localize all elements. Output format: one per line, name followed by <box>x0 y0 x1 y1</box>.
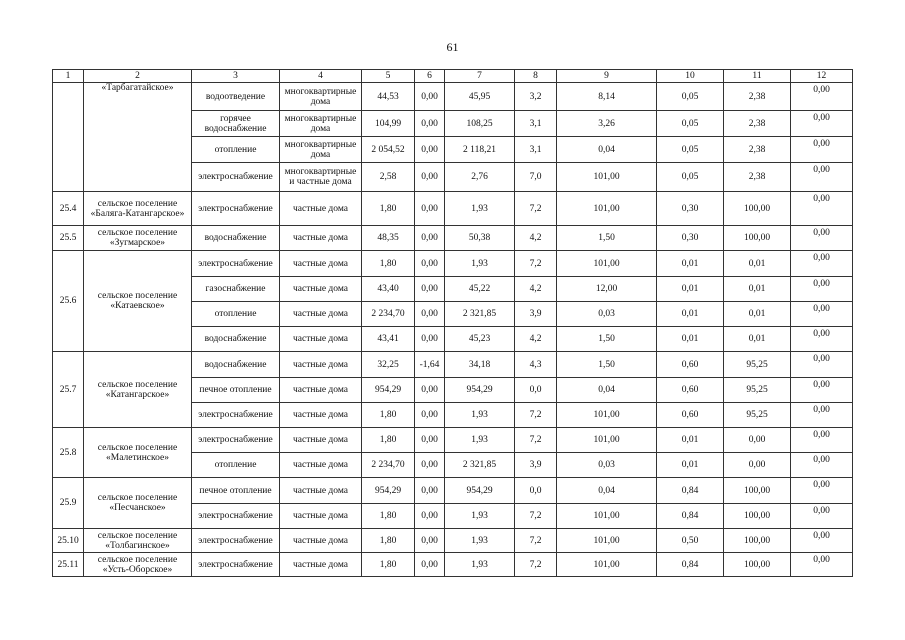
col9-cell: 0,04 <box>557 478 657 504</box>
housing-type: частные дома <box>280 504 362 529</box>
col10-cell: 0,60 <box>657 378 724 403</box>
col9-cell: 1,50 <box>557 352 657 378</box>
table-row <box>53 428 853 453</box>
col6-cell: 0,00 <box>415 302 445 327</box>
service-type: электроснабжение <box>192 553 280 577</box>
col12-cell: 0,00 <box>791 137 853 163</box>
col6-cell: 0,00 <box>415 137 445 163</box>
header-cell: 11 <box>724 70 791 83</box>
col10-cell: 0,01 <box>657 277 724 302</box>
col8-cell: 0,0 <box>515 378 557 403</box>
col6-cell: 0,00 <box>415 277 445 302</box>
col5-cell: 1,80 <box>362 553 415 577</box>
col8-cell: 4,2 <box>515 277 557 302</box>
col11-cell: 0,01 <box>724 302 791 327</box>
col11-cell: 100,00 <box>724 478 791 504</box>
col6-cell: -1,64 <box>415 352 445 378</box>
settlement-name: сельское поселение «Баляга-Катангарское» <box>84 192 192 226</box>
col7-cell: 108,25 <box>445 111 515 137</box>
col6-cell: 0,00 <box>415 83 445 111</box>
housing-type: частные дома <box>280 251 362 277</box>
col8-cell: 3,2 <box>515 83 557 111</box>
table-row <box>53 529 853 553</box>
col8-cell: 7,2 <box>515 251 557 277</box>
col10-cell: 0,60 <box>657 403 724 428</box>
header-cell: 8 <box>515 70 557 83</box>
table-row <box>53 83 853 111</box>
col12-cell: 0,00 <box>791 83 853 111</box>
settlement-name: сельское поселение «Песчанское» <box>84 478 192 529</box>
col11-cell: 95,25 <box>724 352 791 378</box>
col5-cell: 2 234,70 <box>362 302 415 327</box>
col10-cell: 0,84 <box>657 478 724 504</box>
col10-cell: 0,05 <box>657 137 724 163</box>
col5-cell: 1,80 <box>362 504 415 529</box>
col12-cell: 0,00 <box>791 192 853 226</box>
col12-cell: 0,00 <box>791 352 853 378</box>
service-type: водоснабжение <box>192 327 280 352</box>
col10-cell: 0,05 <box>657 111 724 137</box>
col6-cell: 0,00 <box>415 403 445 428</box>
col11-cell: 100,00 <box>724 504 791 529</box>
col5-cell: 1,80 <box>362 428 415 453</box>
col9-cell: 101,00 <box>557 403 657 428</box>
service-type: электроснабжение <box>192 192 280 226</box>
col8-cell: 4,2 <box>515 226 557 251</box>
col10-cell: 0,50 <box>657 529 724 553</box>
col5-cell: 43,41 <box>362 327 415 352</box>
col6-cell: 0,00 <box>415 453 445 478</box>
header-cell: 2 <box>84 70 192 83</box>
col11-cell: 2,38 <box>724 83 791 111</box>
col9-cell: 1,50 <box>557 226 657 251</box>
row-number: 25.9 <box>53 478 84 529</box>
header-cell: 3 <box>192 70 280 83</box>
housing-type: частные дома <box>280 553 362 577</box>
col12-cell: 0,00 <box>791 453 853 478</box>
housing-type: частные дома <box>280 428 362 453</box>
col10-cell: 0,01 <box>657 302 724 327</box>
col7-cell: 50,38 <box>445 226 515 251</box>
housing-type: многоквартирные дома <box>280 137 362 163</box>
settlement-name: сельское поселение «Толбагинское» <box>84 529 192 553</box>
table-row <box>53 478 853 504</box>
row-number: 25.7 <box>53 352 84 428</box>
header-row <box>53 70 853 83</box>
housing-type: частные дома <box>280 478 362 504</box>
col11-cell: 95,25 <box>724 378 791 403</box>
col12-cell: 0,00 <box>791 226 853 251</box>
col5-cell: 48,35 <box>362 226 415 251</box>
col7-cell: 45,22 <box>445 277 515 302</box>
housing-type: частные дома <box>280 192 362 226</box>
col5-cell: 2 054,52 <box>362 137 415 163</box>
table-row <box>53 192 853 226</box>
col12-cell: 0,00 <box>791 529 853 553</box>
row-number: 25.4 <box>53 192 84 226</box>
row-number <box>53 83 84 192</box>
col12-cell: 0,00 <box>791 553 853 577</box>
service-type: горячее водоснабжение <box>192 111 280 137</box>
col5-cell: 954,29 <box>362 478 415 504</box>
col12-cell: 0,00 <box>791 378 853 403</box>
col11-cell: 0,00 <box>724 428 791 453</box>
col6-cell: 0,00 <box>415 226 445 251</box>
service-type: электроснабжение <box>192 403 280 428</box>
col7-cell: 1,93 <box>445 529 515 553</box>
col8-cell: 3,1 <box>515 111 557 137</box>
service-type: электроснабжение <box>192 251 280 277</box>
col11-cell: 95,25 <box>724 403 791 428</box>
col6-cell: 0,00 <box>415 163 445 192</box>
col7-cell: 1,93 <box>445 504 515 529</box>
col6-cell: 0,00 <box>415 553 445 577</box>
col9-cell: 101,00 <box>557 163 657 192</box>
service-type: электроснабжение <box>192 428 280 453</box>
col12-cell: 0,00 <box>791 428 853 453</box>
col6-cell: 0,00 <box>415 378 445 403</box>
col12-cell: 0,00 <box>791 163 853 192</box>
table-row <box>53 226 853 251</box>
settlement-name: сельское поселение «Усть-Оборское» <box>84 553 192 577</box>
col7-cell: 1,93 <box>445 403 515 428</box>
settlement-name: сельское поселение «Катангарское» <box>84 352 192 428</box>
header-cell: 10 <box>657 70 724 83</box>
row-number: 25.8 <box>53 428 84 478</box>
housing-type: частные дома <box>280 302 362 327</box>
housing-type: частные дома <box>280 352 362 378</box>
col10-cell: 0,01 <box>657 251 724 277</box>
col11-cell: 0,01 <box>724 327 791 352</box>
col8-cell: 7,2 <box>515 504 557 529</box>
col12-cell: 0,00 <box>791 403 853 428</box>
col12-cell: 0,00 <box>791 504 853 529</box>
housing-type: многоквартирные дома <box>280 83 362 111</box>
col11-cell: 100,00 <box>724 226 791 251</box>
col11-cell: 2,38 <box>724 137 791 163</box>
header-cell: 5 <box>362 70 415 83</box>
col9-cell: 101,00 <box>557 504 657 529</box>
col8-cell: 4,2 <box>515 327 557 352</box>
col7-cell: 1,93 <box>445 428 515 453</box>
col8-cell: 7,2 <box>515 553 557 577</box>
row-number: 25.5 <box>53 226 84 251</box>
col5-cell: 32,25 <box>362 352 415 378</box>
service-type: электроснабжение <box>192 504 280 529</box>
service-type: отопление <box>192 302 280 327</box>
table-row <box>53 251 853 277</box>
col10-cell: 0,05 <box>657 163 724 192</box>
col12-cell: 0,00 <box>791 327 853 352</box>
col10-cell: 0,30 <box>657 226 724 251</box>
col5-cell: 954,29 <box>362 378 415 403</box>
row-number: 25.11 <box>53 553 84 577</box>
header-cell: 9 <box>557 70 657 83</box>
col9-cell: 8,14 <box>557 83 657 111</box>
col7-cell: 954,29 <box>445 378 515 403</box>
row-number: 25.10 <box>53 529 84 553</box>
col9-cell: 101,00 <box>557 553 657 577</box>
col7-cell: 2 118,21 <box>445 137 515 163</box>
service-type: печное отопление <box>192 478 280 504</box>
housing-type: частные дома <box>280 403 362 428</box>
col7-cell: 2 321,85 <box>445 453 515 478</box>
col10-cell: 0,84 <box>657 504 724 529</box>
col11-cell: 2,38 <box>724 111 791 137</box>
col10-cell: 0,60 <box>657 352 724 378</box>
housing-type: многоквартирные дома <box>280 111 362 137</box>
col12-cell: 0,00 <box>791 478 853 504</box>
service-type: отопление <box>192 137 280 163</box>
col7-cell: 34,18 <box>445 352 515 378</box>
settlement-name: сельское поселение «Малетинское» <box>84 428 192 478</box>
col10-cell: 0,84 <box>657 553 724 577</box>
header-cell: 4 <box>280 70 362 83</box>
service-type: печное отопление <box>192 378 280 403</box>
col9-cell: 0,03 <box>557 302 657 327</box>
col8-cell: 7,0 <box>515 163 557 192</box>
col10-cell: 0,30 <box>657 192 724 226</box>
col8-cell: 7,2 <box>515 403 557 428</box>
col7-cell: 954,29 <box>445 478 515 504</box>
col6-cell: 0,00 <box>415 327 445 352</box>
col6-cell: 0,00 <box>415 192 445 226</box>
col8-cell: 3,9 <box>515 453 557 478</box>
housing-type: частные дома <box>280 226 362 251</box>
col6-cell: 0,00 <box>415 251 445 277</box>
col5-cell: 2 234,70 <box>362 453 415 478</box>
col5-cell: 1,80 <box>362 192 415 226</box>
col5-cell: 104,99 <box>362 111 415 137</box>
col7-cell: 2,76 <box>445 163 515 192</box>
housing-type: частные дома <box>280 327 362 352</box>
service-type: водоотведение <box>192 83 280 111</box>
col9-cell: 101,00 <box>557 251 657 277</box>
service-type: электроснабжение <box>192 529 280 553</box>
col8-cell: 0,0 <box>515 478 557 504</box>
col7-cell: 1,93 <box>445 553 515 577</box>
col12-cell: 0,00 <box>791 277 853 302</box>
col9-cell: 0,04 <box>557 378 657 403</box>
col7-cell: 1,93 <box>445 251 515 277</box>
col11-cell: 0,00 <box>724 453 791 478</box>
col6-cell: 0,00 <box>415 111 445 137</box>
header-cell: 12 <box>791 70 853 83</box>
header-cell: 7 <box>445 70 515 83</box>
col7-cell: 45,23 <box>445 327 515 352</box>
table-row <box>53 352 853 378</box>
col9-cell: 12,00 <box>557 277 657 302</box>
housing-type: частные дома <box>280 453 362 478</box>
service-type: водоснабжение <box>192 226 280 251</box>
col8-cell: 3,9 <box>515 302 557 327</box>
header-cell: 1 <box>53 70 84 83</box>
col7-cell: 45,95 <box>445 83 515 111</box>
col11-cell: 0,01 <box>724 277 791 302</box>
page-number: 61 <box>446 40 459 54</box>
col11-cell: 100,00 <box>724 529 791 553</box>
col5-cell: 1,80 <box>362 403 415 428</box>
col9-cell: 1,50 <box>557 327 657 352</box>
col12-cell: 0,00 <box>791 111 853 137</box>
settlement-name: сельское поселение «Зугмарское» <box>84 226 192 251</box>
col11-cell: 100,00 <box>724 553 791 577</box>
housing-type: частные дома <box>280 378 362 403</box>
housing-type: частные дома <box>280 277 362 302</box>
col5-cell: 43,40 <box>362 277 415 302</box>
col6-cell: 0,00 <box>415 504 445 529</box>
service-type: электроснабжение <box>192 163 280 192</box>
col10-cell: 0,01 <box>657 428 724 453</box>
table-row <box>53 553 853 577</box>
row-number: 25.6 <box>53 251 84 352</box>
col10-cell: 0,01 <box>657 327 724 352</box>
col9-cell: 3,26 <box>557 111 657 137</box>
service-type: отопление <box>192 453 280 478</box>
settlement-name: «Тарбагатайское» <box>84 83 192 192</box>
col11-cell: 2,38 <box>724 163 791 192</box>
housing-type: многоквартирные и частные дома <box>280 163 362 192</box>
col6-cell: 0,00 <box>415 529 445 553</box>
tariff-table <box>52 69 853 577</box>
col9-cell: 101,00 <box>557 428 657 453</box>
col9-cell: 101,00 <box>557 192 657 226</box>
col12-cell: 0,00 <box>791 251 853 277</box>
col9-cell: 0,04 <box>557 137 657 163</box>
col11-cell: 100,00 <box>724 192 791 226</box>
col6-cell: 0,00 <box>415 478 445 504</box>
col6-cell: 0,00 <box>415 428 445 453</box>
col5-cell: 44,53 <box>362 83 415 111</box>
col9-cell: 0,03 <box>557 453 657 478</box>
housing-type: частные дома <box>280 529 362 553</box>
col8-cell: 7,2 <box>515 529 557 553</box>
col5-cell: 2,58 <box>362 163 415 192</box>
col8-cell: 7,2 <box>515 192 557 226</box>
col9-cell: 101,00 <box>557 529 657 553</box>
service-type: газоснабжение <box>192 277 280 302</box>
col7-cell: 1,93 <box>445 192 515 226</box>
settlement-name: сельское поселение «Катаевское» <box>84 251 192 352</box>
col8-cell: 3,1 <box>515 137 557 163</box>
col8-cell: 7,2 <box>515 428 557 453</box>
col10-cell: 0,01 <box>657 453 724 478</box>
service-type: водоснабжение <box>192 352 280 378</box>
col5-cell: 1,80 <box>362 529 415 553</box>
col10-cell: 0,05 <box>657 83 724 111</box>
col11-cell: 0,01 <box>724 251 791 277</box>
header-cell: 6 <box>415 70 445 83</box>
col7-cell: 2 321,85 <box>445 302 515 327</box>
col8-cell: 4,3 <box>515 352 557 378</box>
col5-cell: 1,80 <box>362 251 415 277</box>
col12-cell: 0,00 <box>791 302 853 327</box>
